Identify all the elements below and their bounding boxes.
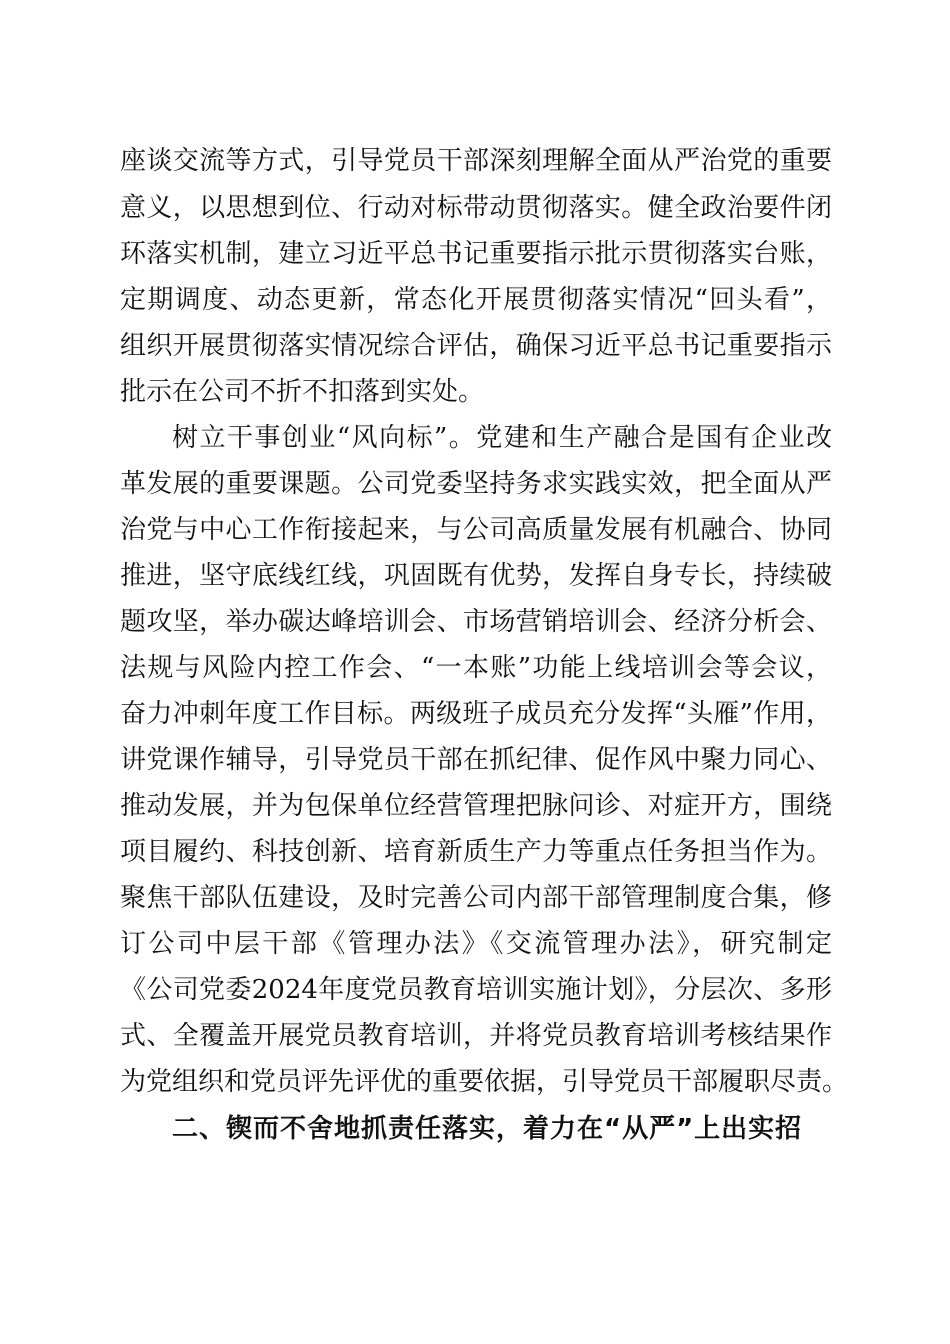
paragraph-2-line-11: 聚焦干部队伍建设，及时完善公司内部干部管理制度合集，修 — [120, 883, 832, 913]
paragraph-2-line-2: 革发展的重要课题。公司党委坚持务求实践实效，把全面从严 — [120, 469, 832, 499]
paragraph-2-line-14: 式、全覆盖开展党员教育培训，并将党员教育培训考核结果作 — [120, 1021, 832, 1051]
paragraph-2-line-6: 法规与风险内控工作会、“一本账”功能上线培训会等会议， — [120, 653, 832, 683]
paragraph-2-line-4: 推进，坚守底线红线，巩固既有优势，发挥自身专长，持续破 — [120, 561, 832, 591]
paragraph-2-line-12: 订公司中层干部《管理办法》《交流管理办法》，研究制定 — [120, 929, 832, 959]
paragraph-1-line-2: 意义，以思想到位、行动对标带动贯彻落实。健全政治要件闭 — [120, 193, 832, 223]
paragraph-2-line-5: 题攻坚，举办碳达峰培训会、市场营销培训会、经济分析会、 — [120, 607, 832, 637]
paragraph-1-line-3: 环落实机制，建立习近平总书记重要指示批示贯彻落实台账， — [120, 239, 832, 269]
paragraph-2-line-1: 树立干事创业“风向标”。党建和生产融合是国有企业改 — [172, 423, 832, 453]
paragraph-2-line-3: 治党与中心工作衔接起来，与公司高质量发展有机融合、协同 — [120, 515, 832, 545]
paragraph-2-line-13: 《公司党委2024年度党员教育培训实施计划》，分层次、多形 — [120, 975, 832, 1005]
paragraph-1-line-1: 座谈交流等方式，引导党员干部深刻理解全面从严治党的重要 — [120, 146, 832, 176]
paragraph-2-line-7: 奋力冲刺年度工作目标。两级班子成员充分发挥“头雁”作用， — [120, 699, 832, 729]
paragraph-2-line-15: 为党组织和党员评先评优的重要依据，引导党员干部履职尽责。 — [120, 1067, 849, 1097]
paragraph-1-line-6: 批示在公司不折不扣落到实处。 — [120, 377, 485, 407]
section-heading: 二、锲而不舍地抓责任落实，着力在“从严”上出实招 — [172, 1114, 803, 1144]
paragraph-2-line-9: 推动发展，并为包保单位经营管理把脉问诊、对症开方，围绕 — [120, 791, 832, 821]
paragraph-1-line-4: 定期调度、动态更新，常态化开展贯彻落实情况“回头看”， — [120, 285, 832, 315]
paragraph-2-line-10: 项目履约、科技创新、培育新质生产力等重点任务担当作为。 — [120, 837, 832, 867]
paragraph-2-line-8: 讲党课作辅导，引导党员干部在抓纪律、促作风中聚力同心、 — [120, 745, 832, 775]
paragraph-1-line-5: 组织开展贯彻落实情况综合评估，确保习近平总书记重要指示 — [120, 331, 832, 361]
